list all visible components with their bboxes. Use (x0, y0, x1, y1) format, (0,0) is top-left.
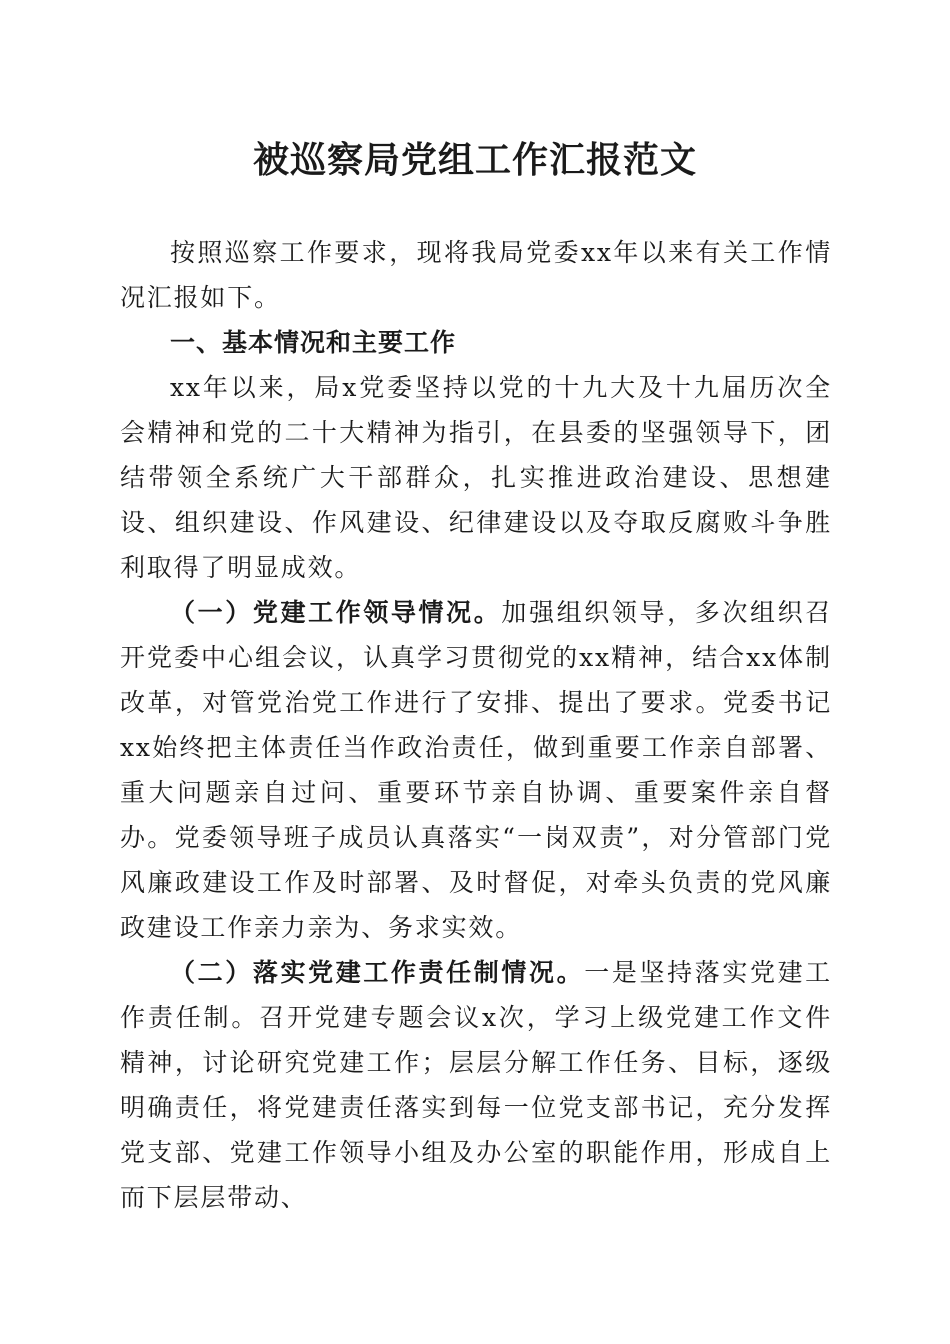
document-title: 被巡察局党组工作汇报范文 (252, 139, 697, 181)
subsection-1-paragraph (120, 590, 832, 950)
subsection-2-lead: （二）落实党建工作责任制情况。 (170, 958, 585, 987)
subsection-2-paragraph (120, 950, 832, 1220)
intro-paragraph: 按照巡察工作要求，现将我局党委xx年以来有关工作情况汇报如下。 (120, 238, 832, 312)
subsection-1-lead: （一）党建工作领导情况。 (170, 598, 502, 627)
section-heading-1: 一、基本情况和主要工作 (170, 328, 457, 357)
subsection-2-text: 一是坚持落实党建工作责任制。召开党建专题会议x次，学习上级党建工作文件精神，讨论研究党建工作；层层分解工作任务、目标，逐级明确责任，将党建责任落实到每一位党支部书记，充分发挥党支部、党建工作领导小组及办公室的职能作用，形成自上而下层层带动、 (120, 958, 832, 1212)
document-body (120, 230, 832, 1220)
section-1-paragraph: xx年以来，局x党委坚持以党的十九大及十九届历次全会精神和党的二十大精神为指引，在县委的坚强领导下，团结带领全系统广大干部群众，扎实推进政治建设、思想建设、组织建设、作风建设、纪律建设以及夺取反腐败斗争胜利取得了明显成效。 (120, 373, 832, 582)
subsection-1-text: 加强组织领导，多次组织召开党委中心组会议，认真学习贯彻党的xx精神，结合xx体制改革，对管党治党工作进行了安排、提出了要求。党委书记xx始终把主体责任当作政治责任，做到重要工作亲自部署、重大问题亲自过问、重要环节亲自协调、重要案件亲自督办。党委领导班子成员认真落实“一岗双责”，对分管部门党风廉政建设工作及时部署、及时督促，对牵头负责的党风廉政建设工作亲力亲为、务求实效。 (120, 598, 832, 942)
